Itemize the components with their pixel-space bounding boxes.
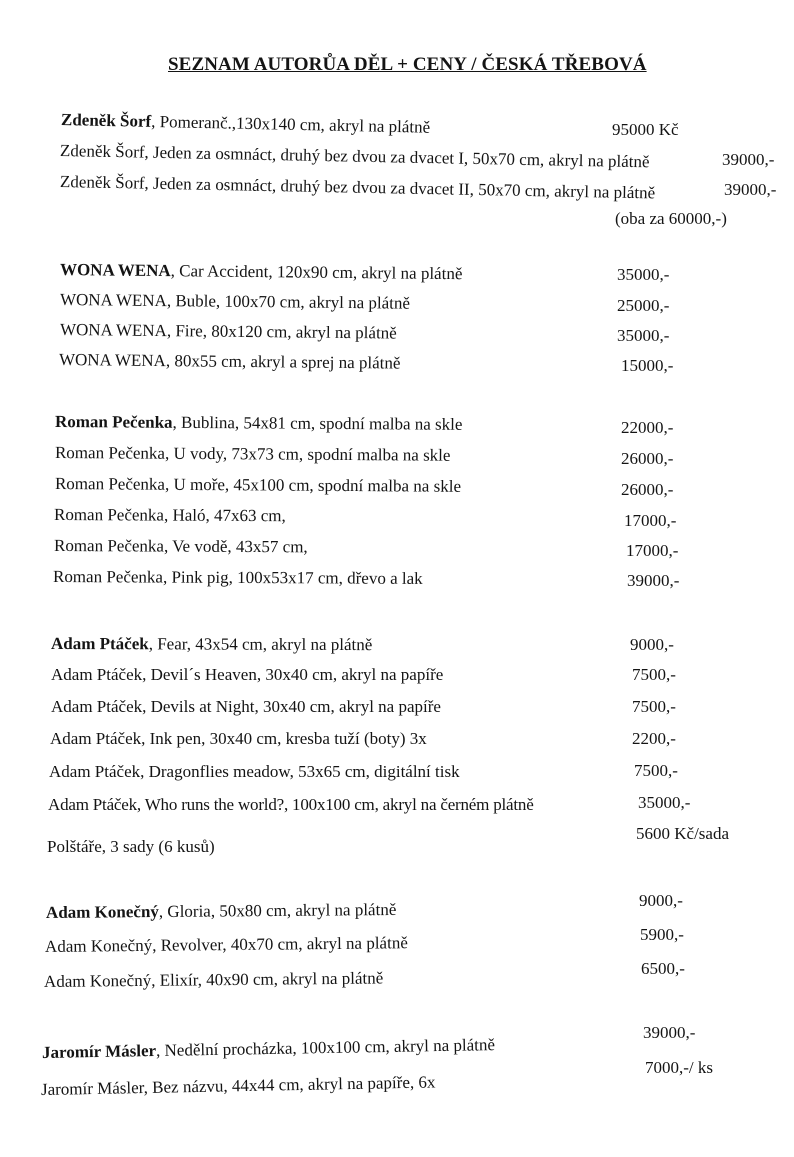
artwork-line [50, 729, 427, 749]
artwork-price: 7500,- [632, 665, 676, 684]
author-name: WONA WENA [59, 320, 167, 341]
artwork-price: 95000 Kč [612, 120, 679, 139]
author-name: Adam Ptáček [51, 697, 143, 716]
author-name: WONA WENA [59, 260, 171, 281]
artwork-line [51, 665, 443, 685]
artwork-line [49, 762, 460, 782]
artwork-details: , 80x55 cm, akryl a sprej na plátně [165, 351, 401, 373]
artwork-line [44, 968, 383, 992]
artwork-price: 17000,- [624, 511, 677, 530]
artwork-price: 39000,- [627, 571, 680, 590]
artwork-line [55, 443, 451, 466]
artwork-line [60, 290, 410, 314]
artwork-details: , Nedělní procházka, 100x100 cm, akryl na plátně [155, 1035, 496, 1061]
artwork-price: 7000,-/ ks [645, 1058, 713, 1077]
artwork-price: 7500,- [632, 697, 676, 716]
author-name: Adam Ptáček [50, 729, 142, 748]
artwork-details: , Fire, 80x120 cm, akryl na plátně [166, 321, 397, 343]
artwork-price: 2200,- [632, 729, 676, 748]
artwork-line [45, 933, 408, 957]
artwork-price: 26000,- [621, 480, 674, 499]
artwork-details: , Who runs the world?, 100x100 cm, akryl na černém plátně [136, 795, 534, 814]
artwork-details: , Ink pen, 30x40 cm, kresba tuží (boty) 3x [141, 729, 427, 748]
artwork-line [61, 110, 431, 138]
author-name: Roman Pečenka [54, 443, 166, 463]
extra-item-line: Polštáře, 3 sady (6 kusů) [47, 837, 215, 856]
artwork-line [55, 474, 461, 497]
document-title: SEZNAM AUTORŮA DĚL + CENY / ČESKÁ TŘEBOVÁ [168, 54, 647, 75]
artwork-line [48, 795, 534, 815]
artwork-line [60, 260, 463, 284]
author-name: Adam Konečný [44, 935, 153, 956]
author-name: WONA WENA [58, 350, 166, 371]
artwork-line [41, 1072, 436, 1100]
author-name: Adam Konečný [45, 902, 159, 922]
artwork-line [59, 350, 401, 374]
artwork-details: , Devil´s Heaven, 30x40 cm, akryl na papíře [142, 665, 444, 684]
artwork-details: , Dragonflies meadow, 53x65 cm, digitální tisk [140, 762, 460, 781]
artwork-line [46, 900, 397, 923]
artwork-details: , U vody, 73x73 cm, spodní malba na skle [164, 443, 451, 465]
artwork-line [42, 1035, 495, 1063]
author-name: Adam Ptáček [50, 634, 149, 654]
artwork-line [60, 141, 650, 172]
author-name: Zdeněk Šorf [59, 172, 145, 193]
artwork-price: 26000,- [621, 449, 674, 468]
author-name: Adam Ptáček [49, 762, 141, 781]
author-name: Zdeněk Šorf [60, 110, 152, 131]
author-name: Jaromír Másler [40, 1078, 144, 1099]
author-name: Roman Pečenka [53, 536, 165, 556]
artwork-details: , Haló, 47x63 cm, [163, 505, 286, 526]
artwork-line [53, 567, 423, 589]
artwork-details: , Fear, 43x54 cm, akryl na plátně [148, 634, 373, 655]
artwork-price: 17000,- [626, 541, 679, 560]
artwork-details: , Car Accident, 120x90 cm, akryl na plátně [170, 261, 463, 284]
artwork-details: , Elixír, 40x90 cm, akryl na plátně [151, 968, 384, 990]
author-name: Adam Ptáček [51, 665, 143, 684]
artwork-line [54, 536, 308, 557]
author-name: Roman Pečenka [53, 505, 165, 525]
author-name: Jaromír Másler [41, 1041, 157, 1062]
author-name: Adam Ptáček [48, 795, 137, 814]
author-name: Roman Pečenka [54, 474, 166, 494]
bundle-note: (oba za 60000,-) [615, 209, 727, 228]
artwork-line [51, 634, 372, 655]
artwork-price: 6500,- [641, 959, 685, 978]
artwork-price: 35000,- [617, 326, 670, 345]
artwork-details: , Jeden za osmnáct, druhý bez dvou za dvacet I, 50x70 cm, akryl na plátně [144, 142, 650, 172]
artwork-price: 25000,- [617, 296, 670, 315]
artwork-details: , Gloria, 50x80 cm, akryl na plátně [158, 899, 397, 922]
artwork-details: , U moře, 45x100 cm, spodní malba na skle [164, 474, 462, 496]
author-name: Adam Konečný [43, 970, 152, 991]
artwork-price: 39000,- [724, 180, 777, 199]
artwork-details: , Pomeranč.,130x140 cm, akryl na plátně [151, 111, 431, 137]
extra-item-price: 5600 Kč/sada [636, 824, 730, 843]
author-name: Zdeněk Šorf [59, 141, 145, 162]
author-name: Roman Pečenka [52, 567, 164, 587]
artwork-details: , Pink pig, 100x53x17 cm, dřevo a lak [162, 567, 423, 588]
artwork-price: 5900,- [640, 925, 684, 944]
artwork-line [55, 412, 463, 435]
artwork-price: 35000,- [617, 265, 670, 284]
artwork-price: 9000,- [630, 635, 674, 654]
artwork-line [51, 697, 441, 717]
artwork-price: 7500,- [634, 761, 678, 780]
artwork-price: 22000,- [621, 418, 674, 437]
artwork-price: 15000,- [621, 356, 674, 375]
artwork-details: , Devils at Night, 30x40 cm, akryl na papíře [142, 697, 441, 716]
artwork-line [60, 172, 656, 203]
author-name: Roman Pečenka [54, 412, 173, 432]
artwork-details: , Ve vodě, 43x57 cm, [163, 536, 308, 557]
artwork-line [60, 320, 397, 344]
artwork-details: , Jeden za osmnáct, druhý bez dvou za dvacet II, 50x70 cm, akryl na plátně [144, 173, 656, 203]
artwork-details: , Bublina, 54x81 cm, spodní malba na skle [172, 412, 463, 434]
author-name: WONA WENA [59, 290, 167, 311]
artwork-price: 39000,- [722, 150, 775, 169]
artwork-price: 39000,- [643, 1023, 696, 1042]
artwork-details: , Bez názvu, 44x44 cm, akryl na papíře, 6x [143, 1072, 436, 1098]
artwork-details: , Revolver, 40x70 cm, akryl na plátně [152, 933, 408, 955]
artwork-details: , Buble, 100x70 cm, akryl na plátně [166, 291, 411, 313]
artwork-price: 35000,- [638, 793, 691, 812]
artwork-line [54, 505, 286, 526]
artwork-price: 9000,- [639, 891, 683, 910]
